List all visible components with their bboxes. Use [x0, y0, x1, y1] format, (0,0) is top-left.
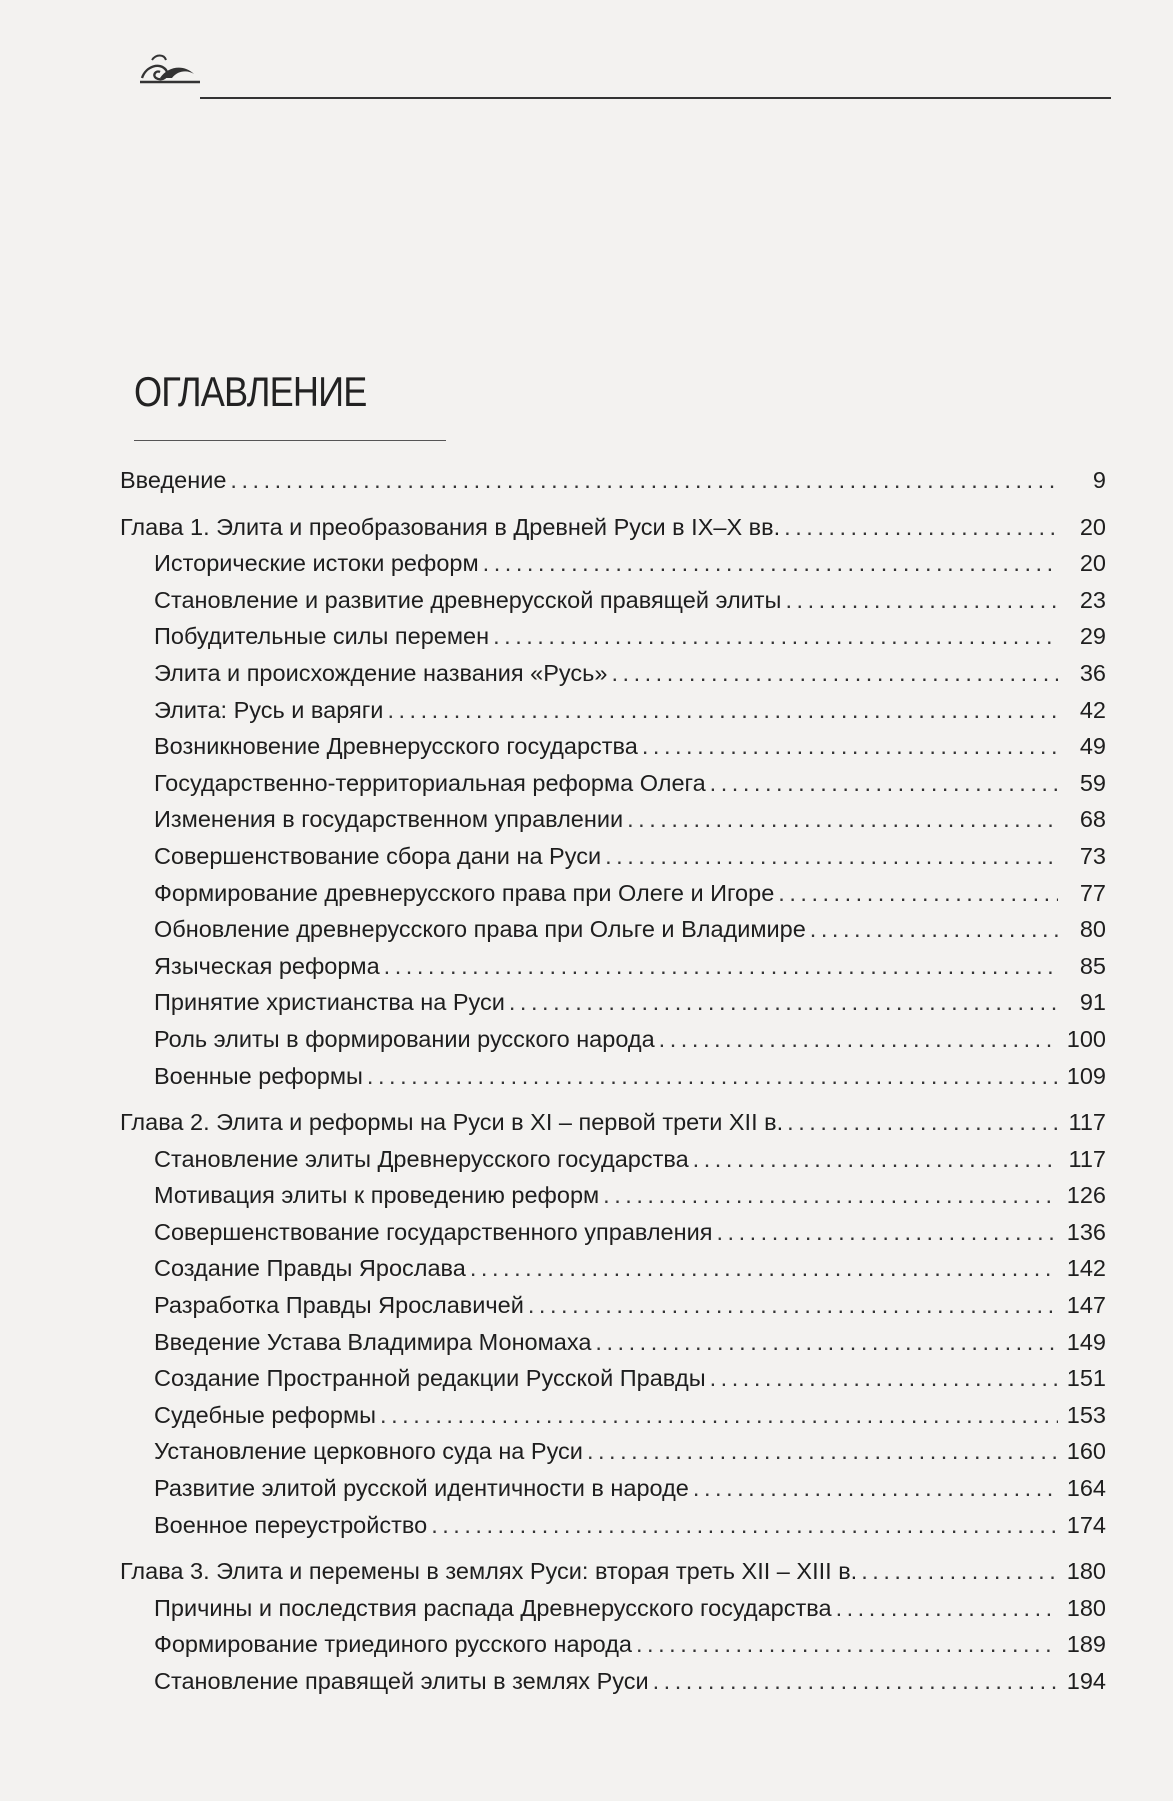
- toc-page-number: 80: [1079, 916, 1106, 943]
- dot-leader: [689, 1470, 1058, 1507]
- page-title: ОГЛАВЛЕНИЕ: [134, 368, 367, 415]
- toc-section-entry: [120, 1507, 1106, 1544]
- toc-entry-title: Элита: Русь и варяги: [154, 696, 384, 723]
- dot-leader: [774, 875, 1058, 912]
- dot-leader: [781, 582, 1058, 619]
- toc-page-number: 189: [1066, 1631, 1106, 1658]
- dot-leader: [832, 1590, 1058, 1627]
- toc-page-number: 126: [1066, 1182, 1106, 1209]
- dot-leader: [649, 1663, 1058, 1700]
- toc-section-entry: [120, 838, 1106, 875]
- dot-leader: [780, 509, 1058, 546]
- dot-leader: [489, 618, 1058, 655]
- dot-leader: [505, 984, 1058, 1021]
- toc-entry-title: Обновление древнерусского права при Ольге и Владимире: [154, 916, 806, 943]
- toc-section-entry: [120, 948, 1106, 985]
- swirl-ornament-icon: [138, 48, 202, 88]
- toc-section-entry: [120, 1058, 1106, 1095]
- dot-leader: [623, 801, 1058, 838]
- toc-page-number: 164: [1066, 1475, 1106, 1502]
- toc-chapter-entry: [120, 462, 1106, 499]
- toc-section-entry: [120, 984, 1106, 1021]
- toc-entry-title: Судебные реформы: [154, 1401, 377, 1428]
- dot-leader: [689, 1141, 1058, 1178]
- dot-leader: [783, 1104, 1058, 1141]
- toc-section-entry: [120, 875, 1106, 912]
- toc-entry-title: Развитие элитой русской идентичности в народе: [154, 1475, 689, 1502]
- toc-chapter-entry: [120, 1104, 1106, 1141]
- toc-page-number: 20: [1079, 550, 1106, 577]
- toc-entry-title: Побудительные силы перемен: [154, 623, 490, 650]
- toc-entry-title: Совершенствование государственного управления: [154, 1218, 713, 1245]
- dot-leader: [466, 1250, 1058, 1287]
- toc-page-number: 59: [1079, 769, 1106, 796]
- toc-page-number: 142: [1066, 1255, 1106, 1282]
- table-of-contents: [120, 462, 1106, 1700]
- toc-page-number: 180: [1066, 1594, 1106, 1621]
- toc-entry-title: Причины и последствия распада Древнерусского государства: [154, 1594, 832, 1621]
- toc-entry-title: Языческая реформа: [154, 952, 380, 979]
- toc-page-number: 136: [1066, 1218, 1106, 1245]
- dot-leader: [383, 692, 1058, 729]
- toc-section-entry: [120, 801, 1106, 838]
- toc-section-entry: [120, 545, 1106, 582]
- toc-page-number: 9: [1092, 467, 1106, 493]
- toc-section-entry: [120, 1397, 1106, 1434]
- dot-leader: [599, 1177, 1058, 1214]
- toc-page-number: 117: [1068, 1145, 1106, 1172]
- toc-page-number: 91: [1079, 989, 1106, 1016]
- toc-chapter-entry: [120, 1553, 1106, 1590]
- toc-entry-title: Разработка Правды Ярославичей: [154, 1292, 524, 1319]
- toc-page-number: 23: [1079, 586, 1106, 613]
- toc-entry-title: Создание Пространной редакции Русской Правды: [154, 1365, 706, 1392]
- toc-page-number: 29: [1079, 623, 1106, 650]
- toc-entry-title: Глава 1. Элита и преобразования в Древней Руси в IX–X вв.: [120, 513, 781, 540]
- dot-leader: [583, 1433, 1058, 1470]
- toc-entry-title: Принятие христианства на Руси: [154, 989, 505, 1016]
- toc-page-number: 151: [1066, 1365, 1106, 1392]
- toc-section-entry: [120, 1433, 1106, 1470]
- toc-section-entry: [120, 1360, 1106, 1397]
- toc-page-number: 109: [1066, 1062, 1106, 1089]
- dot-leader: [632, 1626, 1058, 1663]
- toc-page-number: 100: [1066, 1025, 1106, 1052]
- toc-entry-title: Элита и происхождение названия «Русь»: [154, 659, 608, 686]
- toc-page-number: 149: [1066, 1328, 1106, 1355]
- toc-entry-title: Формирование триединого русского народа: [154, 1631, 632, 1658]
- toc-section-entry: [120, 1663, 1106, 1700]
- toc-section-entry: [120, 1287, 1106, 1324]
- dot-leader: [706, 1360, 1058, 1397]
- toc-page-number: 147: [1066, 1292, 1106, 1319]
- header-rule: [200, 97, 1111, 99]
- toc-page-number: 160: [1066, 1438, 1106, 1465]
- toc-section-entry: [120, 1250, 1106, 1287]
- dot-leader: [806, 911, 1058, 948]
- dot-leader: [479, 545, 1058, 582]
- toc-entry-title: Глава 2. Элита и реформы на Руси в XI – первой трети XII в.: [120, 1109, 784, 1136]
- toc-page-number: 20: [1079, 513, 1106, 540]
- toc-section-entry: [120, 655, 1106, 692]
- toc-entry-title: Установление церковного суда на Руси: [154, 1438, 583, 1465]
- dot-leader: [380, 948, 1058, 985]
- toc-section-entry: [120, 582, 1106, 619]
- dot-leader: [857, 1553, 1058, 1590]
- toc-entry-title: Изменения в государственном управлении: [154, 806, 624, 833]
- toc-entry-title: Создание Правды Ярослава: [154, 1255, 466, 1282]
- dot-leader: [655, 1021, 1058, 1058]
- toc-entry-title: Военные реформы: [154, 1062, 363, 1089]
- dot-leader: [524, 1287, 1058, 1324]
- toc-entry-title: Введение Устава Владимира Мономаха: [154, 1328, 592, 1355]
- toc-page-number: 36: [1079, 659, 1106, 686]
- toc-section-entry: [120, 911, 1106, 948]
- title-underline: [134, 440, 446, 441]
- toc-page-number: 117: [1068, 1109, 1106, 1136]
- toc-section-entry: [120, 1214, 1106, 1251]
- toc-entry-title: Военное переустройство: [154, 1511, 428, 1538]
- toc-entry-title: Становление элиты Древнерусского государства: [154, 1145, 689, 1172]
- toc-section-entry: [120, 1324, 1106, 1361]
- dot-leader: [591, 1324, 1058, 1361]
- toc-page-number: 49: [1079, 733, 1106, 760]
- toc-page-number: 174: [1066, 1511, 1106, 1538]
- toc-entry-title: Государственно-территориальная реформа Олега: [154, 769, 706, 796]
- toc-section-entry: [120, 728, 1106, 765]
- dot-leader: [376, 1397, 1058, 1434]
- toc-page-number: 42: [1079, 696, 1106, 723]
- toc-section-entry: [120, 618, 1106, 655]
- toc-entry-title: Совершенствование сбора дани на Руси: [154, 842, 602, 869]
- toc-page-number: 153: [1066, 1401, 1106, 1428]
- dot-leader: [226, 462, 1058, 499]
- toc-entry-title: Роль элиты в формировании русского народа: [154, 1025, 655, 1052]
- dot-leader: [427, 1507, 1058, 1544]
- toc-section-entry: [120, 1021, 1106, 1058]
- toc-entry-title: Исторические истоки реформ: [154, 550, 479, 577]
- toc-page-number: 85: [1079, 952, 1106, 979]
- toc-entry-title: Возникновение Древнерусского государства: [154, 733, 638, 760]
- toc-page-number: 77: [1079, 879, 1106, 906]
- toc-section-entry: [120, 765, 1106, 802]
- toc-chapter-entry: [120, 509, 1106, 546]
- toc-page-number: 194: [1066, 1668, 1106, 1694]
- toc-entry-title: Глава 3. Элита и перемены в землях Руси: вторая треть XII – XIII в.: [120, 1558, 858, 1585]
- toc-page-number: 73: [1079, 842, 1106, 869]
- toc-entry-title: Становление и развитие древнерусской правящей элиты: [154, 586, 782, 613]
- dot-leader: [638, 728, 1058, 765]
- toc-section-entry: [120, 1177, 1106, 1214]
- toc-page-number: 180: [1066, 1558, 1106, 1585]
- toc-section-entry: [120, 1470, 1106, 1507]
- toc-section-entry: [120, 1626, 1106, 1663]
- toc-section-entry: [120, 1590, 1106, 1627]
- dot-leader: [363, 1058, 1058, 1095]
- toc-section-entry: [120, 692, 1106, 729]
- dot-leader: [706, 765, 1058, 802]
- toc-entry-title: Мотивация элиты к проведению реформ: [154, 1182, 600, 1209]
- toc-entry-title: Введение: [120, 467, 227, 493]
- toc-entry-title: Становление правящей элиты в землях Руси: [154, 1668, 649, 1694]
- dot-leader: [607, 655, 1058, 692]
- dot-leader: [601, 838, 1058, 875]
- toc-entry-title: Формирование древнерусского права при Олеге и Игоре: [154, 879, 775, 906]
- dot-leader: [712, 1214, 1058, 1251]
- toc-page-number: 68: [1079, 806, 1106, 833]
- toc-section-entry: [120, 1141, 1106, 1178]
